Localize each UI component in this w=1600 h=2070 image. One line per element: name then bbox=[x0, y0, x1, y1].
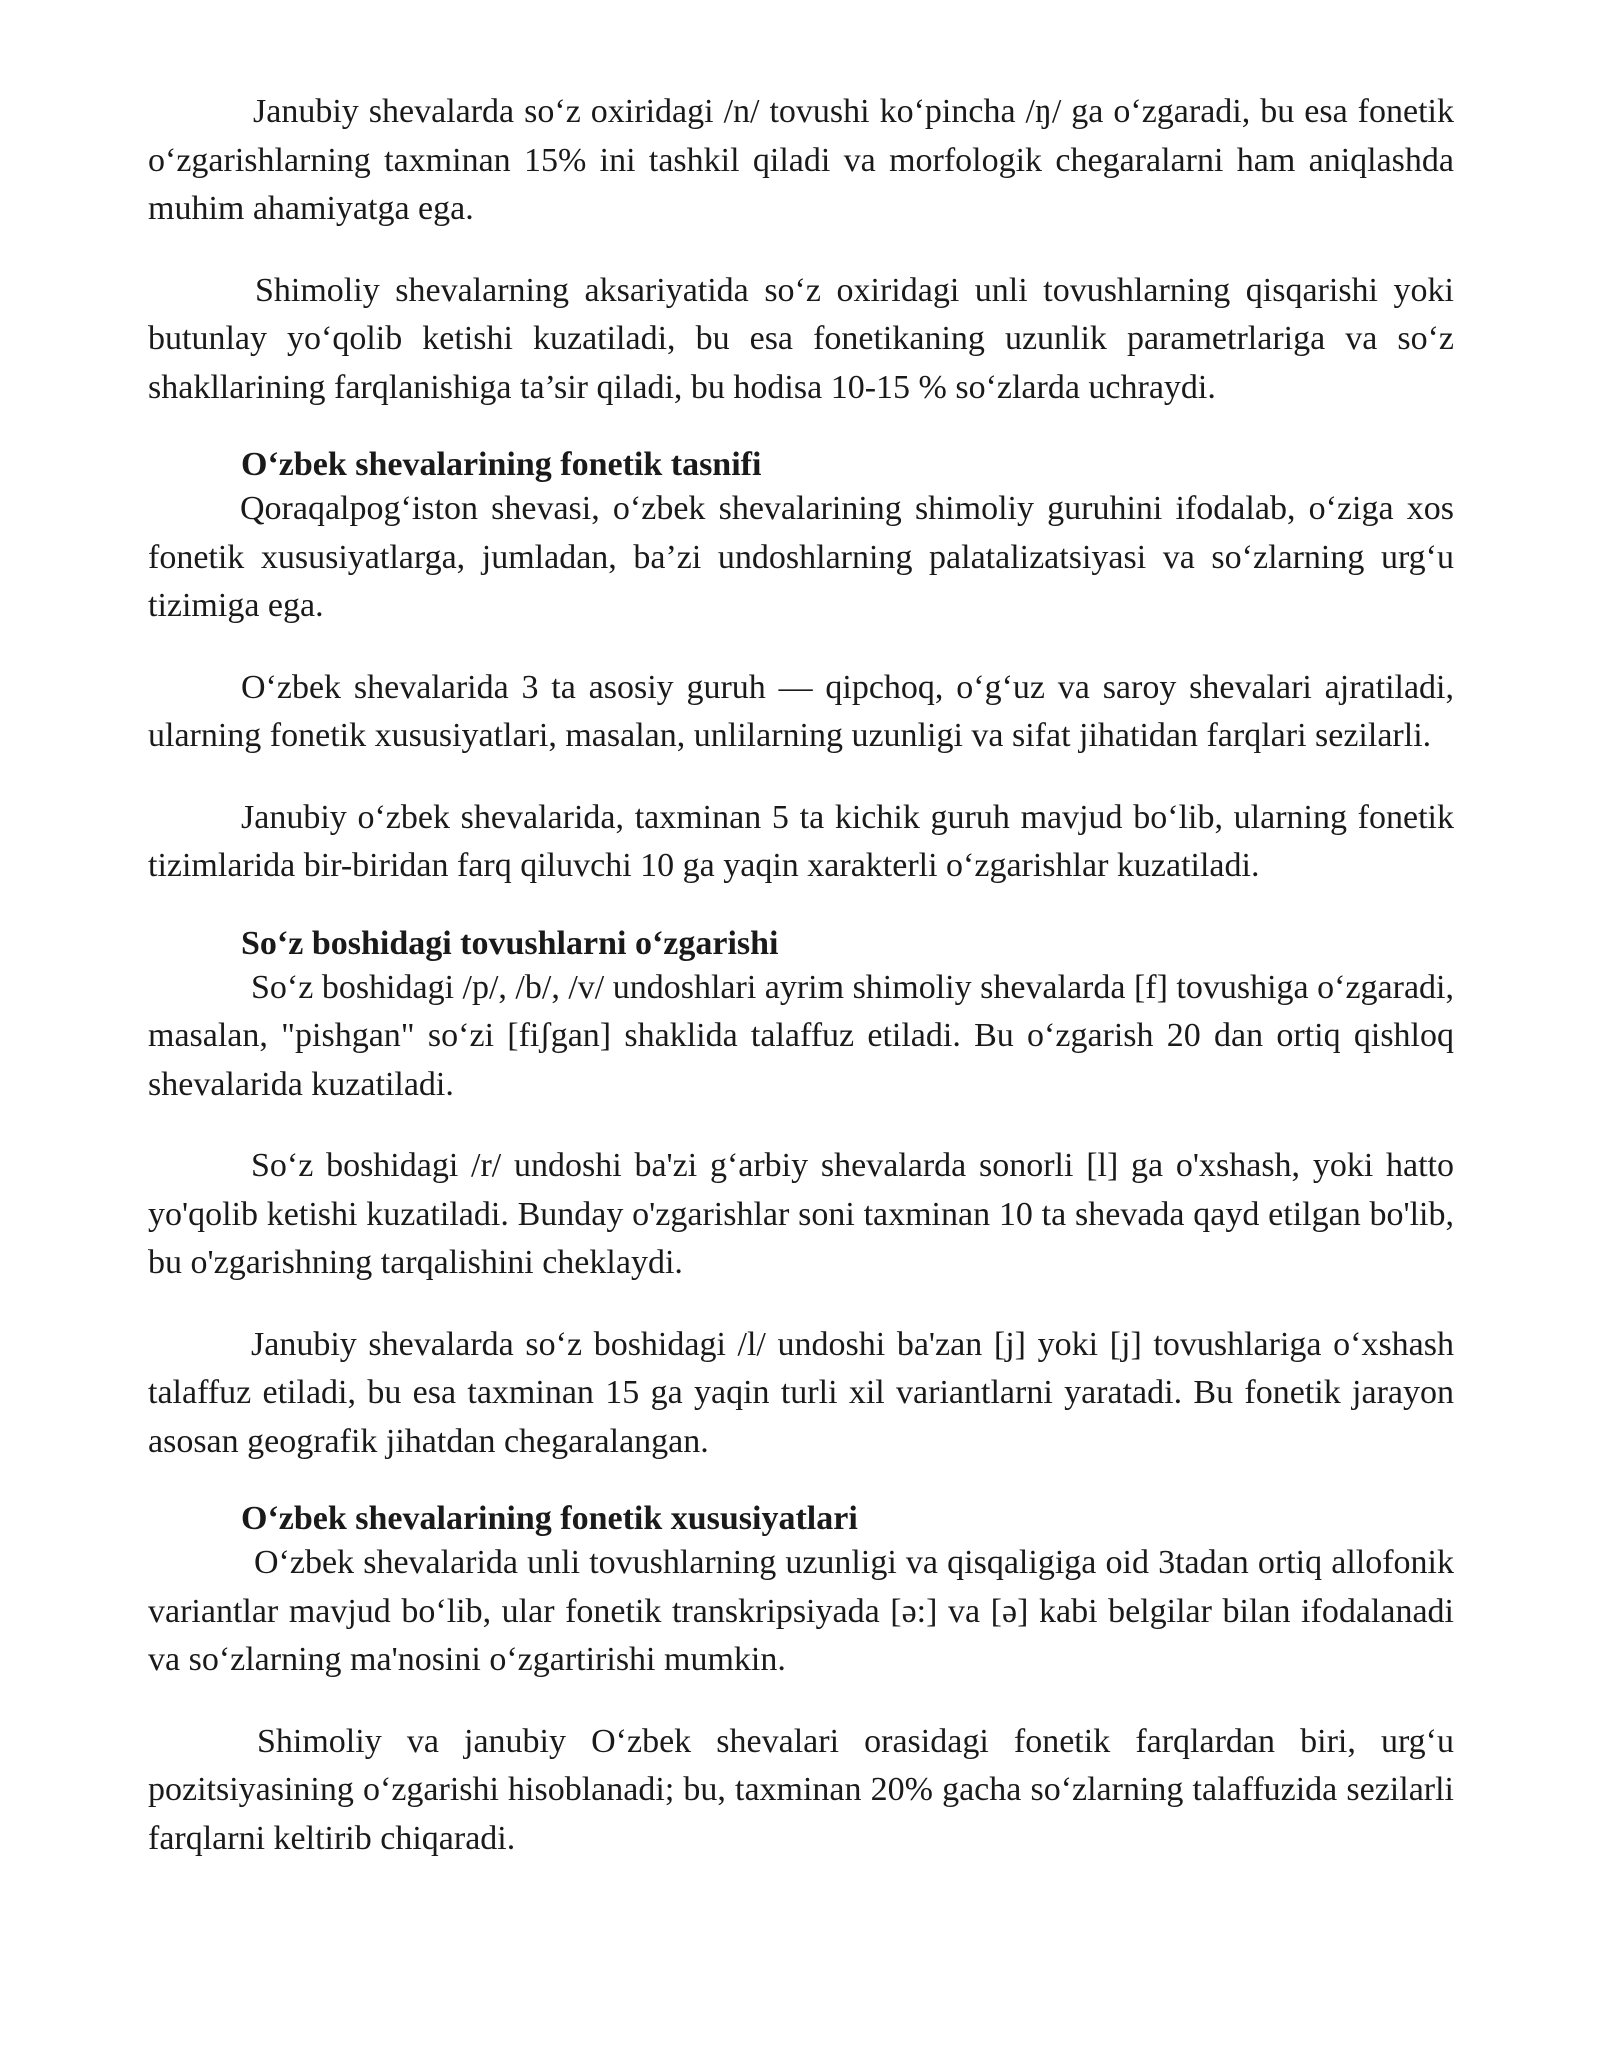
paragraph-4: O‘zbek shevalarida 3 ta asosiy guruh — qipchoq, o‘g‘uz va saroy shevalari ajratiladi, ularning fonetik xususiyatlari, masalan, unlilarning uzunligi va sifat jihatidan farqlari sezilarli. bbox=[148, 668, 1454, 754]
section-heading-fonetik-xususiyatlari: O‘zbek shevalarining fonetik xususiyatlari bbox=[241, 1500, 858, 1537]
section-heading-fonetik-tasnifi: O‘zbek shevalarining fonetik tasnifi bbox=[241, 446, 762, 483]
paragraph-5: Janubiy o‘zbek shevalarida, taxminan 5 ta kichik guruh mavjud bo‘lib, ularning fonetik tizimlarida bir-biridan farq qiluvchi 10 ga yaqin xarakterli o‘zgarishlar kuzatiladi. bbox=[148, 798, 1454, 884]
paragraph-10: Shimoliy va janubiy O‘zbek shevalari orasidagi fonetik farqlardan biri, urg‘u pozitsiyasining o‘zgarishi hisoblanadi; bu, taxminan 20% gacha so‘zlarning talaffuzida sezilarli farqlarni keltirib chiqaradi. bbox=[148, 1722, 1454, 1857]
paragraph-8: Janubiy shevalarda so‘z boshidagi /l/ undoshi ba'zan [j] yoki [j] tovushlariga o‘xshash talaffuz etiladi, bu esa taxminan 15 ga yaqin turli xil variantlarni yaratadi. Bu fonetik jarayon asosan geografik jihatdan chegaralangan. bbox=[148, 1325, 1454, 1460]
section-heading-soz-boshidagi: So‘z boshidagi tovushlarni o‘zgarishi bbox=[241, 924, 779, 962]
paragraph-1: Janubiy shevalarda so‘z oxiridagi /n/ tovushi ko‘pincha /ŋ/ ga o‘zgaradi, bu esa fonetik o‘zgarishlarning taxminan 15% ini tashkil qiladi va morfologik chegaralarni ham aniqlashda muhim ahamiyatga ega. bbox=[148, 93, 1454, 227]
document-page bbox=[148, 88, 1454, 1863]
paragraph-9: O‘zbek shevalarida unli tovushlarning uzunligi va qisqaligiga oid 3tadan ortiq allofonik variantlar mavjud bo‘lib, ular fonetik transkripsiyada [ə:] va [ə] kabi belgilar bilan ifodalanadi va so‘zlarning ma'nosini o‘zgartirishi mumkin. bbox=[148, 1544, 1454, 1678]
paragraph-6: So‘z boshidagi /p/, /b/, /v/ undoshlari ayrim shimoliy shevalarda [f] tovushiga o‘zgaradi, masalan, "pishgan" so‘zi [fiʃgan] shaklida talaffuz etiladi. Bu o‘zgarish 20 dan ortiq qishloq shevalarida kuzatiladi. bbox=[148, 968, 1454, 1103]
paragraph-7: So‘z boshidagi /r/ undoshi ba'zi g‘arbiy shevalarda sonorli [l] ga o'xshash, yoki hatto yo'qolib ketishi kuzatiladi. Bunday o'zgarishlar soni taxminan 10 ta shevada qayd etilgan bo'lib, bu o'zgarishning tarqalishini cheklaydi. bbox=[148, 1147, 1454, 1281]
paragraph-3: Qoraqalpog‘iston shevasi, o‘zbek shevalarining shimoliy guruhini ifodalab, o‘ziga xos fonetik xususiyatlarga, jumladan, ba’zi undoshlarning palatalizatsiyasi va so‘zlarning urg‘u tizimiga ega. bbox=[148, 490, 1454, 624]
paragraph-2: Shimoliy shevalarning aksariyatida so‘z oxiridagi unli tovushlarning qisqarishi yoki butunlay yo‘qolib ketishi kuzatiladi, bu esa fonetikaning uzunlik parametrlariga va so‘z shakllarining farqlanishiga ta’sir qiladi, bu hodisa 10-15 % so‘zlarda uchraydi. bbox=[148, 271, 1454, 406]
